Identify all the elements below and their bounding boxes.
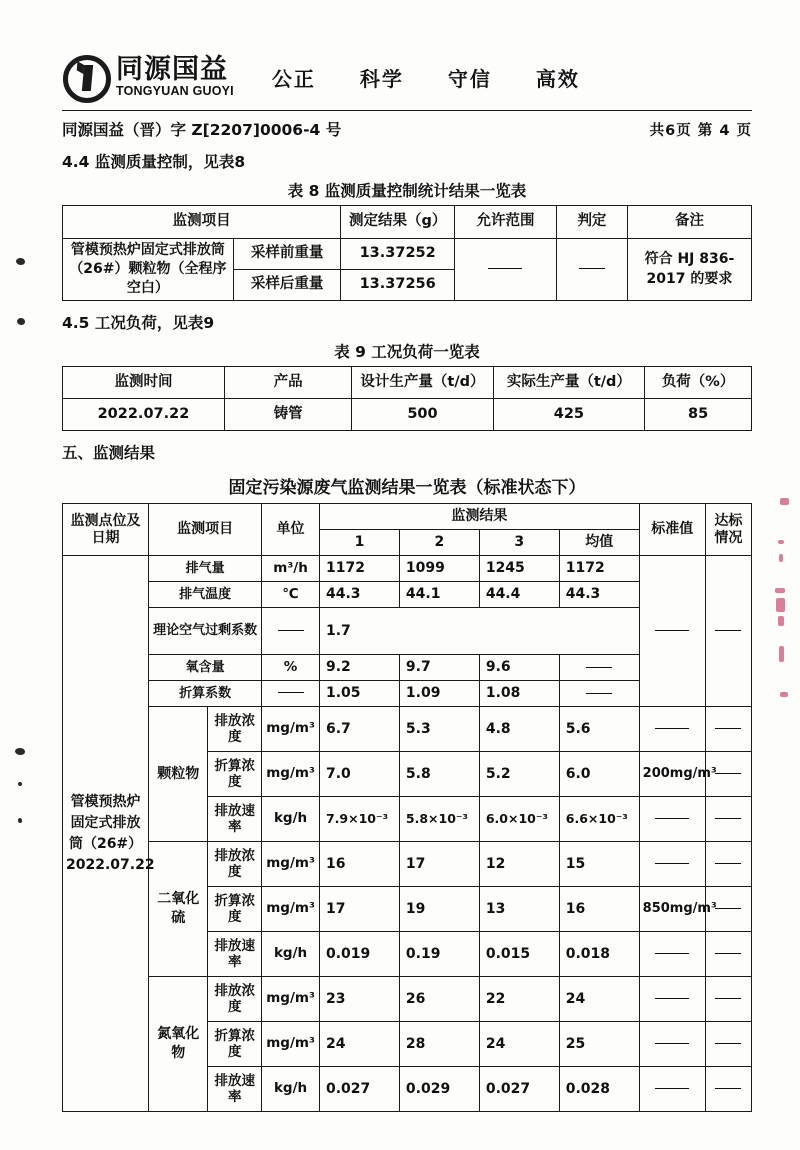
mt-cell-run1: 44.3: [319, 582, 399, 608]
t9-header-actual-output: 实际生产量（t/d）: [493, 367, 645, 399]
mt-cell-average: 6.0: [559, 752, 639, 797]
mt-cell-run3: 0.027: [479, 1067, 559, 1112]
document-number: 同源国益（晋）字 Z[2207]0006-4 号: [62, 121, 342, 139]
mt-cell-standard: [639, 707, 705, 752]
mt-cell-unit: ℃: [262, 582, 320, 608]
table-row: [63, 707, 752, 752]
mt-cell-unit: mg/m³: [262, 752, 320, 797]
mt-cell-standard: [639, 842, 705, 887]
table-row: [63, 556, 752, 582]
mt-cell-metric: 折算浓度: [208, 887, 262, 932]
t9-cell-product: 铸管: [224, 399, 351, 431]
mt-cell-run3: 9.6: [479, 655, 559, 681]
mt-cell-run1: 24: [319, 1022, 399, 1067]
mt-cell-run2: 1099: [399, 556, 479, 582]
mt-header-item: 监测项目: [149, 504, 262, 556]
mt-cell-metric: 排放浓度: [208, 707, 262, 752]
mt-cell-point: 管模预热炉固定式排放筒（26#）2022.07.22: [63, 556, 149, 1112]
t8-header-judgement: 判定: [556, 206, 627, 239]
mt-cell-run2: 0.19: [399, 932, 479, 977]
masthead: [62, 48, 752, 106]
mt-cell-run3: 24: [479, 1022, 559, 1067]
logo-english-name: TONGYUAN GUOYI: [116, 84, 234, 99]
mt-cell-unit: kg/h: [262, 1067, 320, 1112]
mt-cell-run3: 4.8: [479, 707, 559, 752]
mt-cell-unit: mg/m³: [262, 1022, 320, 1067]
table-header-row: [63, 504, 752, 530]
mt-cell-run2: 5.8: [399, 752, 479, 797]
mt-cell-average: 1172: [559, 556, 639, 582]
table-row: [63, 842, 752, 887]
mt-cell-item: 理论空气过剩系数: [149, 608, 262, 655]
mt-cell-metric: 排放速率: [208, 932, 262, 977]
mt-cell-pollutant: 氮氧化物: [149, 977, 208, 1112]
mt-cell-run2: 44.1: [399, 582, 479, 608]
mt-cell-run3: 5.2: [479, 752, 559, 797]
margin-blot: [16, 258, 25, 265]
t9-header-design-output: 设计生产量（t/d）: [352, 367, 493, 399]
t8-result-value: 13.37256: [341, 270, 455, 301]
t9-cell-time: 2022.07.22: [63, 399, 225, 431]
mt-cell-run1: 9.2: [319, 655, 399, 681]
mt-cell-run1: 17: [319, 887, 399, 932]
mt-cell-compliance: [705, 707, 751, 752]
t9-cell-design-output: 500: [352, 399, 493, 431]
mt-header-standard: 标准值: [639, 504, 705, 556]
t9-header-product: 产品: [224, 367, 351, 399]
mt-cell-standard: [639, 1067, 705, 1112]
page-content: [62, 48, 752, 1112]
mt-cell-run1: 16: [319, 842, 399, 887]
slogan-item: 高效: [535, 66, 580, 91]
mt-cell-run3: 13: [479, 887, 559, 932]
mt-cell-run3: 12: [479, 842, 559, 887]
t8-judgement: [556, 239, 627, 301]
mt-cell-unit: mg/m³: [262, 887, 320, 932]
mt-cell-compliance: [705, 977, 751, 1022]
mt-cell-run3: 44.4: [479, 582, 559, 608]
logo-wordmark: [116, 56, 234, 98]
mt-cell-run3: 0.015: [479, 932, 559, 977]
table-row: [63, 399, 752, 431]
t9-cell-load: 85: [645, 399, 752, 431]
mt-cell-item: 氧含量: [149, 655, 262, 681]
mt-cell-average: 0.018: [559, 932, 639, 977]
mt-cell-run3: 1245: [479, 556, 559, 582]
mt-cell-run2: 5.3: [399, 707, 479, 752]
mt-cell-unit: kg/h: [262, 797, 320, 842]
mt-cell-run2: 26: [399, 977, 479, 1022]
slogan-item: 公正: [271, 66, 316, 91]
section-heading-4-5: 4.5 工况负荷，见表9: [62, 314, 215, 332]
mt-cell-average: 0.028: [559, 1067, 639, 1112]
slogan-list: [272, 63, 580, 92]
t8-sub-label: 采样前重量: [233, 239, 340, 270]
mt-cell-run1: 7.0: [319, 752, 399, 797]
mt-cell-run3: 6.0×10⁻³: [479, 797, 559, 842]
mt-cell-average: [559, 655, 639, 681]
mt-cell-run2: 0.029: [399, 1067, 479, 1112]
mt-cell-run3: 1.08: [479, 681, 559, 707]
mt-cell-run1: 6.7: [319, 707, 399, 752]
mt-cell-average: 24: [559, 977, 639, 1022]
table-exhaust-monitoring-results: [62, 503, 752, 1112]
table8-caption: 表 8 监测质量控制统计结果一览表: [287, 182, 527, 200]
mt-cell-run1: 1172: [319, 556, 399, 582]
mt-cell-run2: 5.8×10⁻³: [399, 797, 479, 842]
section-heading-5: 五、监测结果: [62, 444, 156, 462]
t8-item-name: 管模预热炉固定式排放筒（26#）颗粒物（全程序空白）: [63, 239, 234, 301]
mt-cell-standard: [639, 1022, 705, 1067]
t8-header-item: 监测项目: [63, 206, 341, 239]
t8-header-range: 允许范围: [455, 206, 557, 239]
mt-header-run2: 2: [399, 530, 479, 556]
t8-result-value: 13.37252: [341, 239, 455, 270]
mt-header-run3: 3: [479, 530, 559, 556]
table9-caption: 表 9 工况负荷一览表: [334, 343, 480, 361]
t8-header-remark: 备注: [627, 206, 751, 239]
mt-cell-metric: 排放浓度: [208, 977, 262, 1022]
mt-cell-run2: 28: [399, 1022, 479, 1067]
slogan-item: 科学: [359, 66, 404, 91]
mt-header-compliance: 达标情况: [705, 504, 751, 556]
mt-cell-run2: 1.09: [399, 681, 479, 707]
mt-cell-average: 5.6: [559, 707, 639, 752]
mt-cell-metric: 折算浓度: [208, 752, 262, 797]
mt-cell-run1: 23: [319, 977, 399, 1022]
mt-cell-average: 15: [559, 842, 639, 887]
mt-cell-standard: [639, 556, 705, 707]
mt-cell-unit: [262, 608, 320, 655]
t9-header-time: 监测时间: [63, 367, 225, 399]
margin-blot: [15, 748, 25, 755]
mt-cell-standard: 200mg/m³: [639, 752, 705, 797]
margin-blot: [18, 818, 22, 823]
mt-cell-run2: 19: [399, 887, 479, 932]
mt-header-point: 监测点位及日期: [63, 504, 149, 556]
t8-header-result: 测定结果（g）: [341, 206, 455, 239]
t8-sub-label: 采样后重量: [233, 270, 340, 301]
mt-cell-average: 6.6×10⁻³: [559, 797, 639, 842]
mt-cell-metric: 折算浓度: [208, 1022, 262, 1067]
mt-cell-unit: m³/h: [262, 556, 320, 582]
mt-cell-run1: 7.9×10⁻³: [319, 797, 399, 842]
mt-cell-item: 排气温度: [149, 582, 262, 608]
mt-cell-metric: 排放速率: [208, 797, 262, 842]
mt-header-unit: 单位: [262, 504, 320, 556]
mt-cell-unit: kg/h: [262, 932, 320, 977]
mt-cell-pollutant: 二氧化硫: [149, 842, 208, 977]
table-row: [63, 239, 752, 270]
t9-cell-actual-output: 425: [493, 399, 645, 431]
mt-header-results: 监测结果: [319, 504, 639, 530]
mt-cell-run2: 17: [399, 842, 479, 887]
margin-blot: [18, 782, 22, 786]
mt-cell-unit: %: [262, 655, 320, 681]
mt-cell-run1: 1.05: [319, 681, 399, 707]
mt-cell-run1: 0.019: [319, 932, 399, 977]
mt-cell-standard: [639, 977, 705, 1022]
margin-blot: [17, 318, 25, 325]
t8-remark: 符合 HJ 836-2017 的要求: [627, 239, 751, 301]
mt-cell-average: 44.3: [559, 582, 639, 608]
mt-cell-item: 排气量: [149, 556, 262, 582]
mt-cell-metric: 排放浓度: [208, 842, 262, 887]
mt-cell-standard: [639, 797, 705, 842]
mt-cell-unit: mg/m³: [262, 707, 320, 752]
table-row: [63, 977, 752, 1022]
mt-cell-unit: mg/m³: [262, 842, 320, 887]
mt-cell-pollutant: 颗粒物: [149, 707, 208, 842]
mt-cell-average: 25: [559, 1022, 639, 1067]
red-seal-fragment: [768, 470, 794, 720]
mt-cell-standard: 850mg/m³: [639, 887, 705, 932]
mt-cell-merged-value: 1.7: [319, 608, 639, 655]
mt-cell-unit: mg/m³: [262, 977, 320, 1022]
table-9-operating-load: [62, 366, 752, 431]
mt-cell-compliance: [705, 932, 751, 977]
mt-cell-compliance: [705, 1067, 751, 1112]
mt-cell-metric: 排放速率: [208, 1067, 262, 1112]
mt-cell-standard: [639, 932, 705, 977]
mt-header-average: 均值: [559, 530, 639, 556]
slogan-item: 守信: [447, 66, 492, 91]
t9-header-load: 负荷（%）: [645, 367, 752, 399]
section-heading-4-4: 4.4 监测质量控制，见表8: [62, 153, 246, 171]
document-number-line: [62, 111, 752, 140]
logo-chinese-name: 同源国益: [116, 54, 228, 86]
main-table-caption: 固定污染源废气监测结果一览表（标准状态下）: [228, 478, 586, 498]
mt-cell-item: 折算系数: [149, 681, 262, 707]
mt-cell-run2: 9.7: [399, 655, 479, 681]
mt-cell-run3: 22: [479, 977, 559, 1022]
mt-cell-compliance: [705, 797, 751, 842]
table-row: [63, 206, 752, 239]
page-indicator: 共6页 第 4 页: [649, 123, 752, 139]
mt-cell-compliance: [705, 842, 751, 887]
table-8-quality-control: [62, 205, 752, 301]
company-logo-icon: [62, 54, 108, 100]
mt-cell-run1: 0.027: [319, 1067, 399, 1112]
mt-cell-average: 16: [559, 887, 639, 932]
table-row: [63, 367, 752, 399]
mt-header-run1: 1: [319, 530, 399, 556]
mt-cell-unit: [262, 681, 320, 707]
t8-allow-range: [455, 239, 557, 301]
mt-cell-average: [559, 681, 639, 707]
mt-cell-compliance: [705, 1022, 751, 1067]
mt-cell-compliance: [705, 556, 751, 707]
